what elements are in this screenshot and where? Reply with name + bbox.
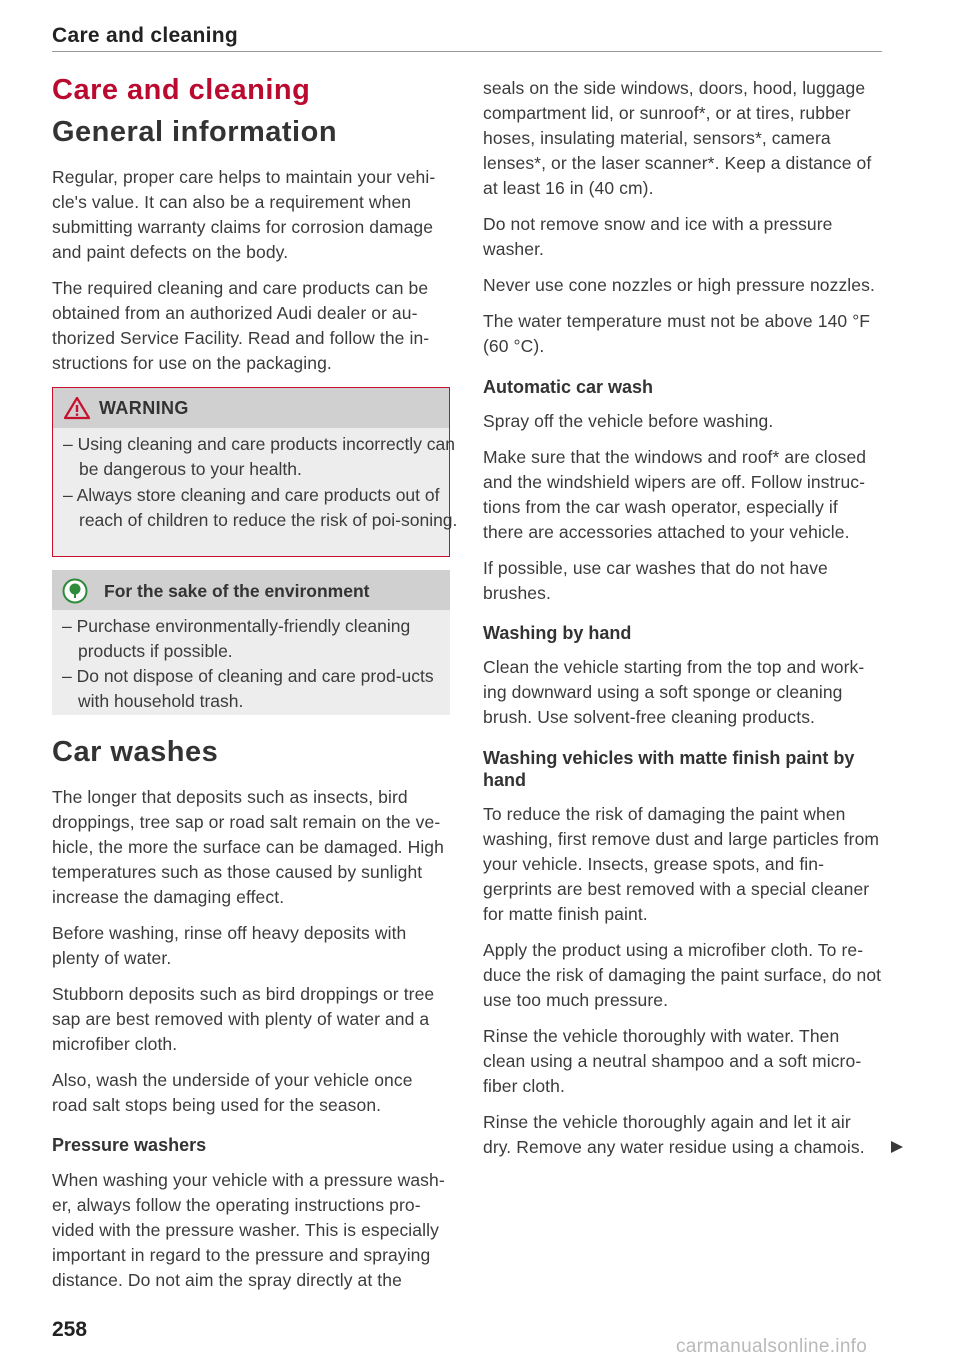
- car-washes-heading: Car washes: [52, 736, 219, 768]
- environment-title: For the sake of the environment: [104, 581, 370, 601]
- paragraph-car-washes-4: Also, wash the underside of your vehicle once road salt stops being used for the season.: [52, 1070, 413, 1115]
- environment-item: – Purchase environmentally-friendly cleaning products if possible.: [62, 616, 411, 661]
- page-number: 258: [52, 1318, 88, 1341]
- tree-leaf-icon: [62, 578, 88, 604]
- paragraph-car-washes-1: The longer that deposits such as insects, bird droppings, tree sap or road salt remain on the ve-hicle, the more the surface can be damaged. High temperatures such as those caused by sunlight increase the damaging effect.: [52, 787, 444, 907]
- paragraph-right-9: To reduce the risk of damaging the paint when washing, first remove dust and large particles from your vehicle. Insects, grease spots, and fin-gerprints are best removed with a special cleaner for matte finish paint.: [483, 804, 880, 924]
- paragraph-right-5: Spray off the vehicle before washing.: [483, 411, 774, 431]
- washing-by-hand-heading: Washing by hand: [483, 623, 632, 643]
- header-divider: [52, 51, 882, 52]
- play-arrow-icon: [890, 1140, 904, 1154]
- paragraph-car-washes-3: Stubborn deposits such as bird droppings or tree sap are best removed with plenty of water and a microfiber cloth.: [52, 984, 435, 1054]
- automatic-car-wash-heading: Automatic car wash: [483, 377, 654, 397]
- environment-box: [52, 570, 450, 715]
- page-header-title: Care and cleaning: [52, 24, 238, 47]
- paragraph-right-7: If possible, use car washes that do not have brushes.: [483, 558, 828, 603]
- paragraph-right-11: Rinse the vehicle thoroughly with water. Then clean using a neutral shampoo and a soft micro-fiber cloth.: [483, 1026, 862, 1096]
- warning-item: – Always store cleaning and care products out of reach of children to reduce the risk of poi-soning.: [63, 485, 458, 530]
- environment-item: – Do not dispose of cleaning and care prod-ucts with household trash.: [62, 666, 434, 711]
- paragraph-right-1: seals on the side windows, doors, hood, luggage compartment lid, or sunroof*, or at tires, rubber hoses, insulating material, sensors*, camera lenses*, or the laser scanner*. Keep a distance of at least 16 in (40 cm).: [483, 78, 872, 198]
- warning-header: [53, 388, 449, 428]
- warning-item: – Using cleaning and care products incorrectly can be dangerous to your health.: [63, 434, 456, 479]
- paragraph-right-12: Rinse the vehicle thoroughly again and let it air dry. Remove any water residue using a chamois.: [483, 1112, 865, 1157]
- paragraph-right-3: Never use cone nozzles or high pressure nozzles.: [483, 275, 875, 295]
- paragraph-general-2: The required cleaning and care products can be obtained from an authorized Audi dealer or au-thorized Service Facility. Read and follow the in-structions for use on the packaging.: [52, 278, 430, 373]
- paragraph-car-washes-2: Before washing, rinse off heavy deposits with plenty of water.: [52, 923, 407, 968]
- warning-box: [52, 387, 458, 557]
- watermark: carmanualsonline.info: [676, 1336, 868, 1357]
- warning-triangle-icon: [63, 396, 91, 420]
- environment-header: [52, 570, 450, 610]
- section-subtitle: General information: [52, 116, 338, 148]
- paragraph-general-1: Regular, proper care helps to maintain your vehi-cle's value. It can also be a requirement when submitting warranty claims for corrosion damage and paint defects on the body.: [52, 167, 436, 262]
- paragraph-right-6: Make sure that the windows and roof* are closed and the windshield wipers are off. Follow instruc-tions from the car wash operator, especially if there are accessories attached to your vehicle.: [483, 447, 867, 542]
- paragraph-right-2: Do not remove snow and ice with a pressure washer.: [483, 214, 833, 259]
- paragraph-right-10: Apply the product using a microfiber cloth. To re-duce the risk of damaging the paint surface, do not use too much pressure.: [483, 940, 882, 1010]
- warning-title: WARNING: [99, 398, 189, 418]
- section-title: Care and cleaning: [52, 74, 311, 106]
- paragraph-right-4: The water temperature must not be above 140 °F (60 °C).: [483, 311, 871, 356]
- paragraph-right-8: Clean the vehicle starting from the top and work-ing downward using a soft sponge or cleaning brush. Use solvent-free cleaning products.: [483, 657, 865, 727]
- paragraph-pressure-1: When washing your vehicle with a pressure wash-er, always follow the operating instructions pro-vided with the pressure washer. This is especially important in regard to the pressure and spraying distance. Do not aim the spray directly at the: [52, 1170, 445, 1290]
- pressure-washers-heading: Pressure washers: [52, 1135, 207, 1155]
- matte-finish-heading: Washing vehicles with matte finish paint by hand: [483, 748, 855, 790]
